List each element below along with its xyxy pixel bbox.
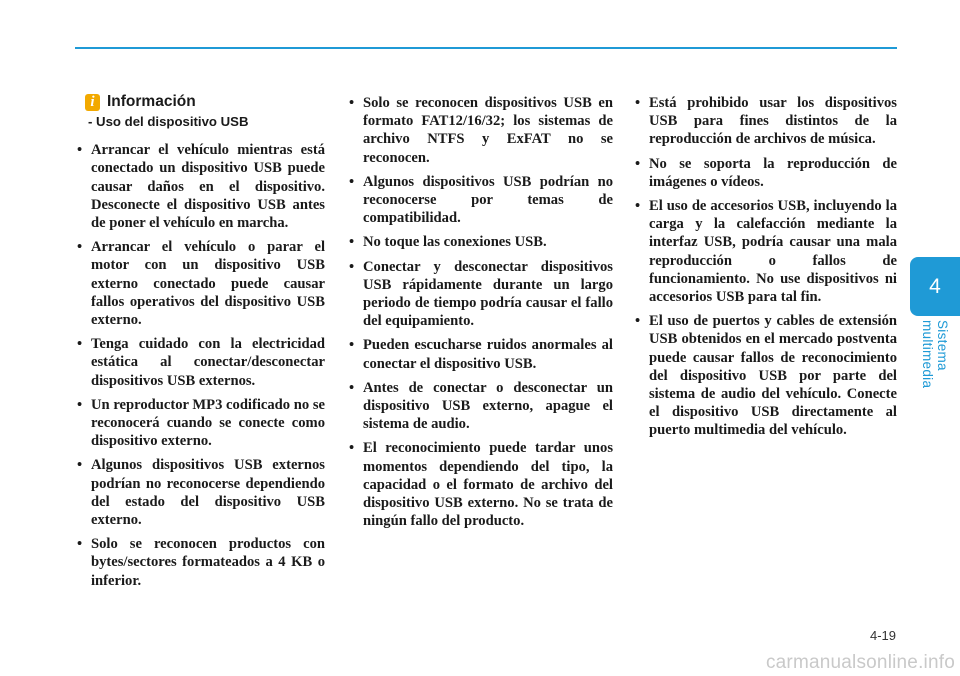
watermark: carmanualsonline.info <box>765 652 955 673</box>
chapter-tab <box>910 257 960 316</box>
list-item: • Algunos dispositivos USB podrían no reconocerse por temas de compatibilidad. <box>347 173 613 228</box>
list-item: • El uso de puertos y cables de extensión USB obtenidos en el mercado postventa puede causar fallos de reconocimiento del dispositivo USB por parte del sistema de audio del vehículo. Conecte el dispositivo USB directamente al puerto multimedia del vehículo. <box>633 312 897 439</box>
list-item: • Arrancar el vehículo o parar el motor con un dispositivo USB externo conectado puede causar fallos operativos del dispositivo USB externo. <box>75 238 325 329</box>
list-item: • Un reproductor MP3 codificado no se reconocerá cuando se conecte como dispositivo externo. <box>75 396 325 451</box>
bullet-list-2 <box>347 94 613 530</box>
page-number: 4-19 <box>869 628 896 643</box>
bullet-list-3 <box>633 94 897 440</box>
list-item: • Conectar y desconectar dispositivos USB rápidamente durante un largo periodo de tiempo podría causar el fallo del equipamiento. <box>347 258 613 331</box>
column-3 <box>633 94 897 446</box>
list-item: • El uso de accesorios USB, incluyendo la carga y la calefacción mediante la interfaz USB, podría causar una mala reproducción o fallos de funcionamiento. No use dispositivos ni accesorios USB para tal fin. <box>633 197 897 306</box>
list-item: • Está prohibido usar los dispositivos USB para fines distintos de la reproducción de archivos de música. <box>633 94 897 149</box>
chapter-number: 4 <box>929 274 941 298</box>
chapter-title: Sistema multimedia <box>920 320 950 389</box>
list-item: • El reconocimiento puede tardar unos momentos dependiendo del tipo, la capacidad o el formato de archivo del dispositivo USB externo. No se trata de ningún fallo del producto. <box>347 439 613 530</box>
bullet-list-1 <box>75 141 325 590</box>
list-item: • Arrancar el vehículo mientras está conectado un dispositivo USB puede causar daños en el dispositivo. Desconecte el dispositivo USB antes de poner el vehículo en marcha. <box>75 141 325 232</box>
column-2 <box>347 94 613 536</box>
info-header <box>75 92 325 112</box>
info-icon: i <box>85 94 100 111</box>
list-item: • Algunos dispositivos USB externos podrían no reconocerse dependiendo del estado del dispositivo USB externo. <box>75 456 325 529</box>
list-item: • Tenga cuidado con la electricidad estática al conectar/desconectar dispositivos USB externos. <box>75 335 325 390</box>
list-item: • Solo se reconocen productos con bytes/sectores formateados a 4 KB o inferior. <box>75 535 325 590</box>
header-rule <box>75 47 897 49</box>
list-item: • No toque las conexiones USB. <box>347 233 613 251</box>
list-item: • Antes de conectar o desconectar un dispositivo USB externo, apague el sistema de audio. <box>347 379 613 434</box>
list-item: • Solo se reconocen dispositivos USB en formato FAT12/16/32; los sistemas de archivo NTFS y ExFAT no se reconocen. <box>347 94 613 167</box>
list-item: • Pueden escucharse ruidos anormales al conectar el dispositivo USB. <box>347 336 613 372</box>
info-subtitle: - Uso del dispositivo USB <box>88 114 249 129</box>
list-item: • No se soporta la reproducción de imágenes o vídeos. <box>633 155 897 191</box>
column-1 <box>75 92 325 596</box>
info-title: Información <box>107 92 196 110</box>
